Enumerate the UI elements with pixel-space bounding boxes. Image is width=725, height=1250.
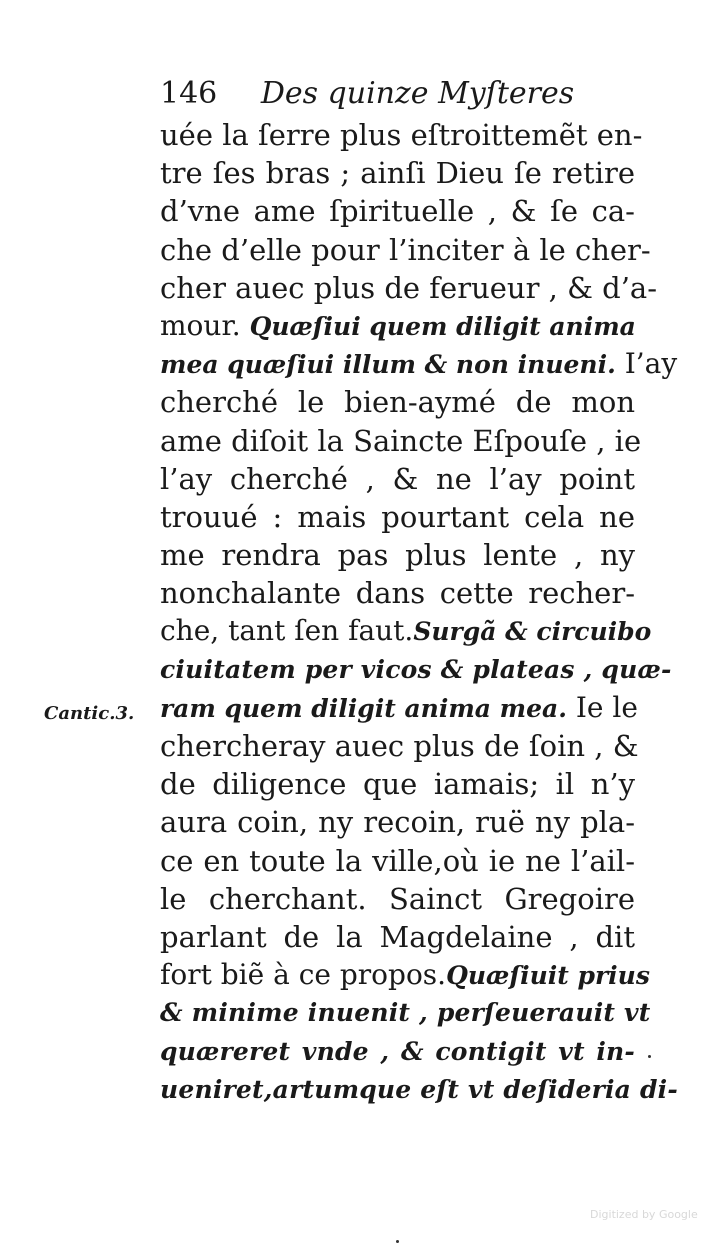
roman-span: Ie le	[566, 690, 638, 724]
text-line: parlant de la Magdelaine , dit	[160, 919, 635, 954]
margin-note: Cantic.3.	[44, 703, 135, 724]
roman-span: I’ay	[615, 347, 678, 381]
text-line: aura coin, ny recoin, ruë ny pla-	[160, 805, 635, 840]
page-header	[160, 72, 640, 116]
text-line	[160, 689, 638, 727]
text-line: & minime inuenit , perſeuerauit vt	[160, 998, 651, 1028]
text-line	[160, 612, 652, 650]
latin-quote: ram quem diligit anima mea.	[160, 693, 567, 723]
text-line: cherché le bien-aymé de mon	[160, 385, 635, 420]
latin-quote: mea quæſiui illum & non inueni.	[160, 350, 616, 380]
text-line: uée la ſerre plus eſtroittemẽt en-	[160, 118, 643, 152]
text-line: me rendra pas plus lente , ny	[160, 538, 635, 573]
body-text	[160, 116, 678, 1109]
text-line: ciuitatem per vicos & plateas , quæ-	[160, 654, 672, 684]
library-watermark: Digitized by Google	[590, 1208, 698, 1221]
text-line	[160, 307, 635, 345]
text-line: quæreret vnde , & contigit vt in-	[160, 1036, 635, 1066]
text-line: nonchalante dans cette recher-	[160, 576, 635, 611]
text-line	[160, 956, 650, 994]
text-line: de diligence que iamais; il n’y	[160, 767, 635, 802]
text-line: l’ay cherché , & ne l’ay point	[160, 461, 635, 496]
text-line: d’vne ame ſpirituelle , & ſe ca-	[160, 194, 635, 229]
latin-quote: Surgã & circuibo	[413, 617, 652, 647]
page-number: 146	[160, 76, 218, 111]
text-line: ame diſoit la Saincte Eſpouſe , ie	[160, 423, 642, 458]
roman-span: fort biẽ à ce propos.	[160, 958, 447, 992]
text-line: ueniret,artumque eſt vt deſideria di-	[160, 1074, 678, 1104]
running-title: Des quinze Myſteres	[260, 76, 575, 111]
roman-span: mour.	[160, 308, 250, 342]
text-line: chercheray auec plus de ſoin , &	[160, 729, 639, 763]
roman-span: che, tant ſen faut.	[160, 614, 414, 648]
latin-quote: Quæſiuit prius	[446, 961, 650, 991]
ink-speck	[396, 1240, 399, 1243]
text-line: le cherchant. Sainct Gregoire	[160, 881, 635, 916]
latin-quote: Quæſiui quem diligit anima	[249, 311, 636, 341]
text-line: trouué : mais pourtant cela ne	[160, 499, 635, 534]
text-line	[160, 345, 678, 383]
text-line: tre ſes bras ; ainſi Dieu ſe retire	[160, 156, 635, 191]
text-line: cher auec plus de ferueur , & d’a-	[160, 270, 658, 305]
text-line: che d’elle pour l’inciter à le cher-	[160, 232, 651, 267]
text-line: ce en toute la ville,où ie ne l’ail-	[160, 843, 635, 878]
ink-speck	[648, 1055, 651, 1058]
